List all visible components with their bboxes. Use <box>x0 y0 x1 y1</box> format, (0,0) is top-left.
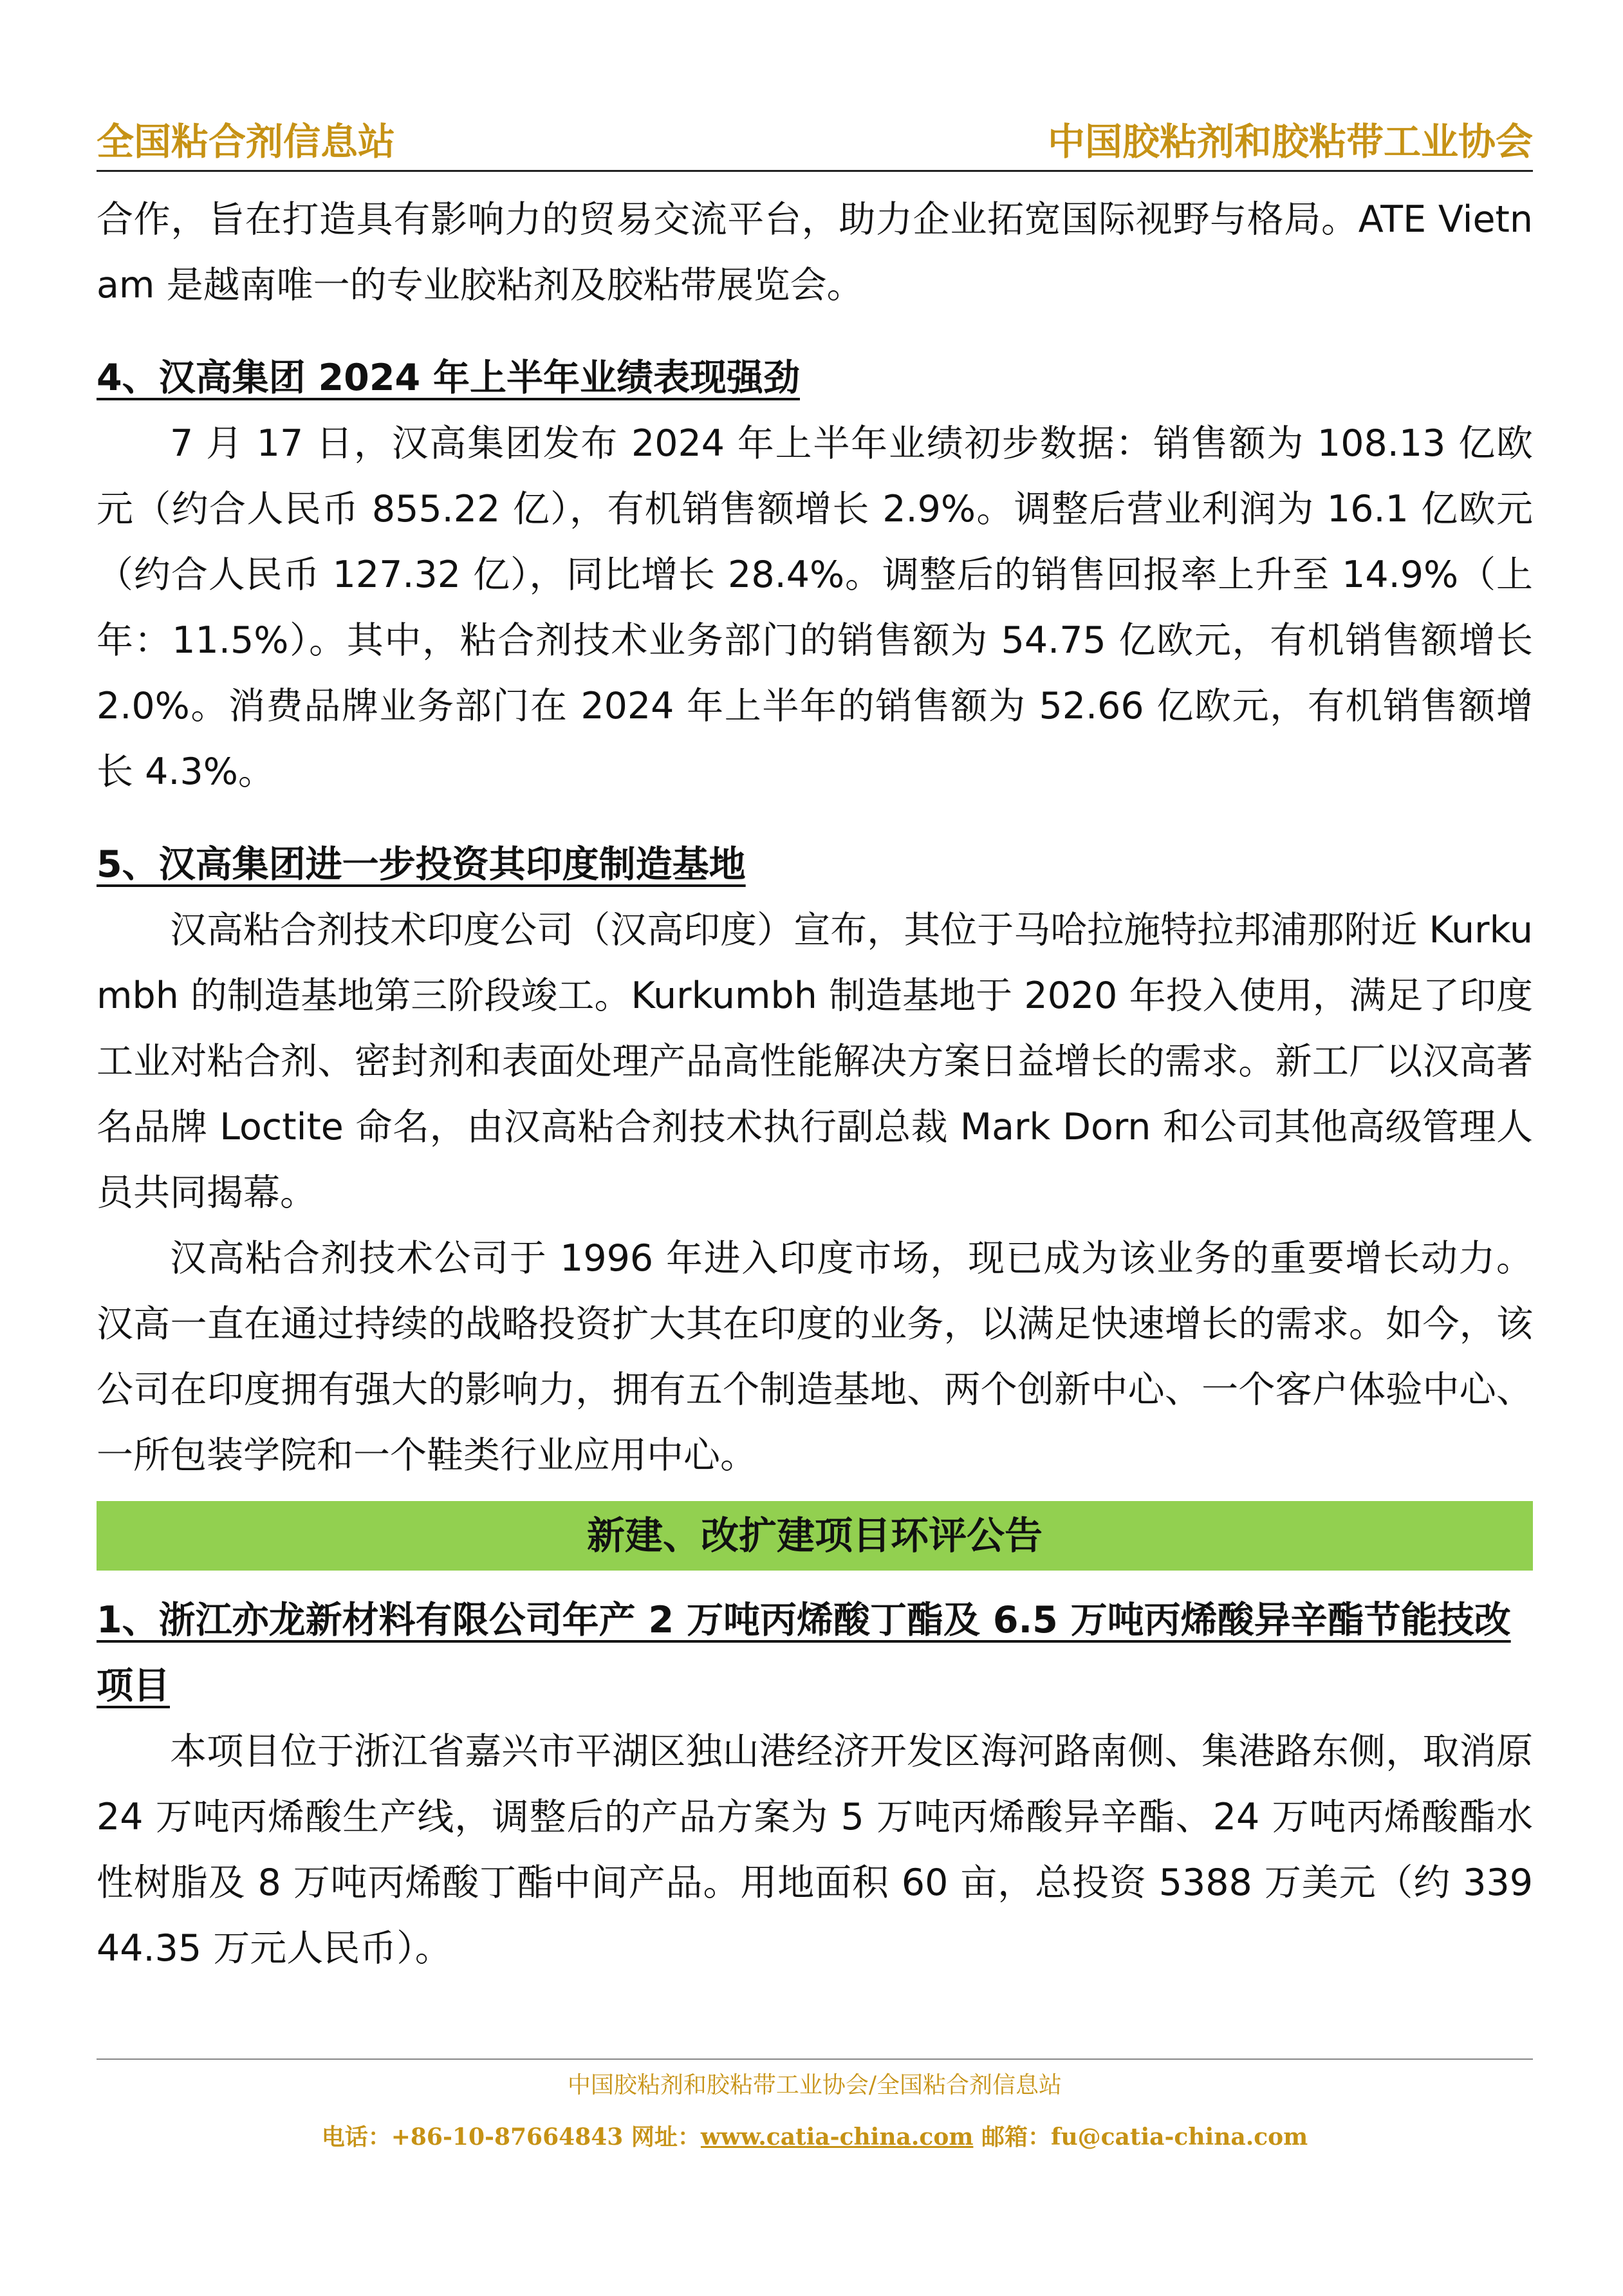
header-left-title: 全国粘合剂信息站 <box>97 120 396 163</box>
footer-contact <box>97 2122 1533 2152</box>
project-1-paragraph: 本项目位于浙江省嘉兴市平湖区独山港经济开发区海河路南侧、集港路东侧，取消原 24 万吨丙烯酸生产线，调整后的产品方案为 5 万吨丙烯酸异辛酯、24 万吨丙烯酸酯水性树脂及 8 万吨丙烯酸丁酯中间产品。用地面积 60 亩，总投资 5388 万美元（约 33944.35 万元人民币）。 <box>97 1730 1533 1970</box>
section-5-paragraph-1: 汉高粘合剂技术印度公司（汉高印度）宣布，其位于马哈拉施特拉邦浦那附近 Kurkumbh 的制造基地第三阶段竣工。Kurkumbh 制造基地于 2020 年投入使用，满足了印度工业对粘合剂、密封剂和表面处理产品高性能解决方案日益增长的需求。新工厂以汉高著名品牌 Loctite 命名，由汉高粘合剂技术执行副总裁 Mark Dorn 和公司其他高级管理人员共同揭幕。 <box>97 909 1533 1214</box>
section-4-heading: 4、汉高集团 2024 年上半年业绩表现强劲 <box>97 357 800 399</box>
footer-phone: 电话：+86-10-87664843 网址： <box>321 2123 701 2151</box>
page-footer <box>97 2058 1533 2152</box>
project-1-heading: 1、浙江亦龙新材料有限公司年产 2 万吨丙烯酸丁酯及 6.5 万吨丙烯酸异辛酯节能技改项目 <box>97 1599 1511 1707</box>
document-body <box>97 187 1533 1981</box>
footer-website-link[interactable]: www.catia-china.com <box>700 2123 974 2151</box>
section-banner: 新建、改扩建项目环评公告 <box>97 1501 1533 1571</box>
page-header <box>97 116 1533 172</box>
footer-email: 邮箱：fu@catia-china.com <box>973 2123 1308 2151</box>
section-5-paragraph-2: 汉高粘合剂技术公司于 1996 年进入印度市场，现已成为该业务的重要增长动力。汉高一直在通过持续的战略投资扩大其在印度的业务，以满足快速增长的需求。如今，该公司在印度拥有强大的影响力，拥有五个制造基地、两个创新中心、一个客户体验中心、一所包装学院和一个鞋类行业应用中心。 <box>97 1237 1533 1477</box>
section-4-paragraph: 7 月 17 日，汉高集团发布 2024 年上半年业绩初步数据：销售额为 108.13 亿欧元（约合人民币 855.22 亿），有机销售额增长 2.9%。调整后营业利润为 16.1 亿欧元（约合人民币 127.32 亿），同比增长 28.4%。调整后的销售回报率上升至 14.9%（上年：11.5%）。其中，粘合剂技术业务部门的销售额为 54.75 亿欧元，有机销售额增长 2.0%。消费品牌业务部门在 2024 年上半年的销售额为 52.66 亿欧元，有机销售额增长 4.3%。 <box>97 422 1533 793</box>
section-5-heading: 5、汉高集团进一步投资其印度制造基地 <box>97 843 746 886</box>
intro-paragraph: 合作，旨在打造具有影响力的贸易交流平台，助力企业拓宽国际视野与格局。ATE Vietnam 是越南唯一的专业胶粘剂及胶粘带展览会。 <box>97 198 1533 306</box>
footer-org: 中国胶粘剂和胶粘带工业协会/全国粘合剂信息站 <box>567 2072 1062 2098</box>
header-right-title: 中国胶粘剂和胶粘带工业协会 <box>1047 120 1533 163</box>
